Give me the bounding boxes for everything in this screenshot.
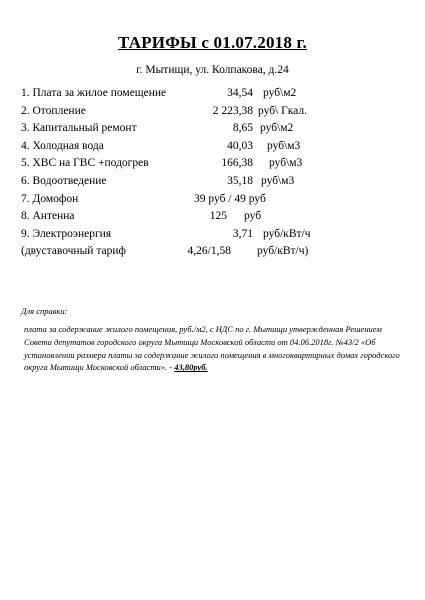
- tariff-unit: руб\ Гкал.: [258, 104, 307, 117]
- tariff-row: [21, 210, 421, 228]
- tariff-row: [21, 105, 421, 123]
- note-body-text: плата за содержание жилого помещения, руб./м2, с НДС по г. Мытищи утвержденная Решением Совета депутатов городского округа Мытищи Московской области от 04.06.2018г. №43/2 «Об установлении размера платы за содержание жилого помещения в многоквартирных домах городского округа Мытищи Московской области». -: [24, 324, 400, 373]
- tariff-label: 6. Водоотведение: [21, 174, 107, 187]
- tariff-value: 39 руб / 49 руб: [194, 192, 266, 205]
- tariff-label: 5. ХВС на ГВС +подогрев: [21, 157, 149, 170]
- tariff-row: [21, 157, 421, 175]
- tariff-value: 166,38: [221, 157, 253, 170]
- tariff-unit: руб\м2: [260, 122, 294, 135]
- tariff-list: [21, 87, 421, 263]
- note-heading: Для справки:: [21, 306, 68, 316]
- tariff-row: [21, 140, 421, 158]
- tariff-row: [21, 228, 421, 246]
- tariff-row: [21, 175, 421, 193]
- tariff-value: 2 223,38: [212, 104, 253, 117]
- tariff-value: 4,26/1,58: [187, 245, 231, 258]
- tariff-row: [21, 87, 421, 105]
- tariff-unit: руб/кВт/ч): [257, 245, 309, 258]
- tariff-value: 125: [209, 210, 227, 223]
- tariff-unit: руб\м3: [261, 174, 295, 187]
- page-title: ТАРИФЫ с 01.07.2018 г.: [118, 33, 307, 52]
- tariff-row: [21, 245, 421, 263]
- tariff-label: 9. Электроэнергия: [21, 227, 112, 240]
- tariff-unit: руб\м3: [267, 139, 301, 152]
- tariff-value: 35,18: [227, 174, 253, 187]
- tariff-label: 3. Капитальный ремонт: [21, 122, 137, 135]
- tariff-label: 8. Антенна: [21, 210, 75, 223]
- tariff-value: 40,03: [227, 139, 253, 152]
- tariff-label: 4. Холодная вода: [21, 139, 104, 152]
- tariff-value: 34,54: [227, 87, 253, 99]
- note-text: [24, 323, 404, 374]
- tariff-label: 2. Отопление: [21, 104, 86, 117]
- tariff-unit: руб\м2: [263, 87, 297, 99]
- tariff-label: 7. Домофон: [21, 192, 79, 205]
- tariff-unit: руб/кВт/ч: [263, 227, 311, 240]
- tariff-row: [21, 193, 421, 211]
- note-amount: 43,80руб.: [174, 362, 208, 373]
- tariff-unit: руб\м3: [269, 157, 303, 170]
- tariff-value: 8,65: [232, 122, 253, 135]
- tariff-value: 3,71: [232, 227, 253, 240]
- tariff-unit: руб: [244, 210, 262, 223]
- tariff-row: [21, 122, 421, 140]
- tariff-label: (двуставочный тариф: [21, 245, 126, 258]
- tariff-label: 1. Плата за жилое помещение: [21, 87, 167, 99]
- address-line: г. Мытищи, ул. Колпакова, д.24: [136, 64, 289, 76]
